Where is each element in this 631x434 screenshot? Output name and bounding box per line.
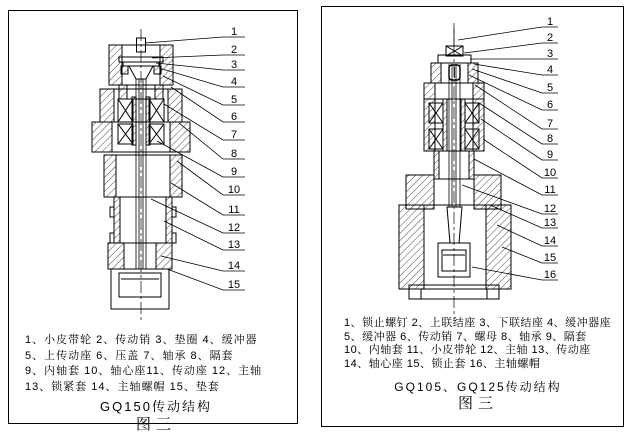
callout-number: 1 — [230, 26, 238, 38]
callout-number: 11 — [544, 184, 556, 196]
callout-number: 2 — [546, 32, 554, 44]
callout-number: 7 — [230, 129, 238, 141]
callout-number: 15 — [543, 252, 557, 264]
callout-number: 9 — [230, 166, 238, 178]
main-shaft — [449, 64, 460, 207]
callout-number: 1 — [546, 16, 554, 28]
callout-number: 8 — [230, 148, 238, 160]
lower-housing-block — [399, 175, 511, 289]
gq150-caption — [25, 333, 287, 432]
callout-number: 6 — [546, 99, 554, 111]
caption-line: 5、缓冲器 6、传动销 7、螺母 8、轴承 9、隔套 — [344, 330, 587, 343]
spindle-nut-cup — [111, 269, 169, 309]
callout-numbers — [544, 16, 556, 281]
figure-title: GQ105、GQ125传动结构 — [394, 380, 562, 394]
figure-panel-gq150 — [8, 10, 298, 433]
callout-number: 4 — [230, 76, 238, 88]
callout-number: 10 — [227, 184, 241, 196]
lock-screw — [446, 29, 463, 56]
callout-number: 16 — [543, 269, 557, 281]
caption-line: 9、内轴套 10、轴心座11、传动座 12、主轴 — [25, 365, 263, 377]
callout-number: 15 — [227, 279, 241, 291]
gq105-sectional-drawing — [322, 7, 622, 321]
callout-number: 3 — [230, 59, 238, 71]
callout-number: 10 — [543, 167, 557, 179]
figure-number-label: 图三 — [135, 415, 176, 433]
callout-number: 2 — [230, 44, 238, 56]
caption-line: 5、上传动座 6、压盖 7、轴承 8、隔套 — [25, 349, 234, 362]
callout-number: 5 — [546, 82, 554, 94]
caption-line: 14、轴心座 15、锁止套 16、主轴螺帽 — [344, 357, 541, 370]
caption-line: 13、锁紧套 14、主轴螺帽 15、垫套 — [25, 380, 220, 393]
callout-number: 12 — [227, 222, 241, 234]
callout-number: 6 — [230, 111, 238, 123]
callout-number: 14 — [543, 235, 557, 247]
callout-numbers — [228, 26, 240, 291]
caption-line: 1、小皮带轮 2、传动销 3、垫圈 4、缓冲器 — [25, 334, 258, 346]
caption-line: 10、内轴套 11、小皮带轮 12、主轴 13、传动座 — [344, 344, 591, 356]
gq150-sectional-drawing — [9, 11, 296, 329]
callout-number: 4 — [546, 64, 554, 76]
callout-number: 14 — [227, 260, 241, 272]
callout-number: 8 — [546, 133, 554, 145]
callout-number: 9 — [546, 149, 554, 161]
figure-title: GQ150传动结构 — [100, 399, 212, 414]
callout-number: 12 — [543, 203, 557, 215]
callout-number: 5 — [230, 94, 238, 106]
caption-line: 1、锁止螺钉 2、上联结座 3、下联结座 4、缓冲器座 — [344, 317, 612, 329]
callout-number: 13 — [227, 239, 241, 251]
callout-number: 3 — [546, 48, 554, 60]
callout-number: 7 — [546, 118, 554, 130]
figure-number-label: 图三 — [457, 394, 498, 412]
gq105-caption — [344, 317, 612, 410]
callout-number: 11 — [228, 204, 240, 216]
figure-panel-gq105-gq125 — [321, 6, 624, 427]
callout-number: 13 — [543, 217, 557, 229]
